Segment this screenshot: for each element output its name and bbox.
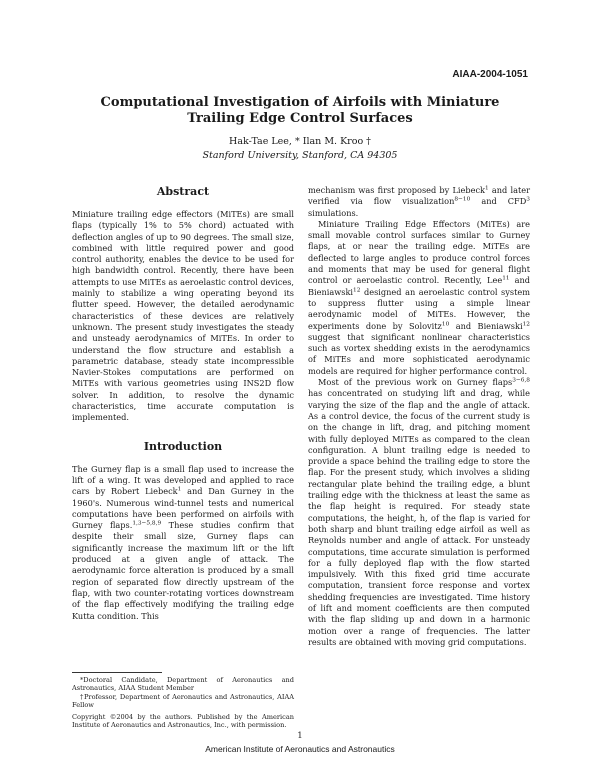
intro-paragraph-1: The Gurney flap is a small flap used to increase the lift of a wing. It was developed and applied to race cars by Robert Liebeck$^1$ and Dan Gurney in the 1960's. Numerous wind-tunnel tests and numerical computations have been performed on airfoils with Gurney flaps.$^{1,3-5,8,9}$ These studies confirm that despite their small size, Gurney flaps can significantly increase the maximum lift or the lift produced at a given angle of attack. The aerodynamic force alteration is produced by a small region of separated flow directly upstream of the flap, with two counter-rotating vortices downstream of the flap effectively modifying the trailing edge Kutta condition. This	[72, 463, 294, 621]
footnote-author-1: *Doctoral Candidate, Department of Aeronautics and Astronautics, AIAA Student Member	[72, 676, 294, 693]
citation: 10	[441, 320, 450, 327]
authors: Hak-Tae Lee, * Ilan M. Kroo †	[229, 136, 371, 147]
citation: 3	[526, 196, 530, 203]
citation: 12	[522, 320, 530, 327]
affiliation: Stanford University, Stanford, CA 94305	[202, 150, 398, 161]
citation: 8−10	[454, 196, 471, 203]
abstract-heading: Abstract	[156, 185, 210, 198]
citation: 1,3−5,8,9	[132, 520, 162, 527]
footnote-author-2: †Professor, Department of Aeronautics and Astronautics, AIAA Fellow	[72, 692, 294, 710]
left-column	[72, 185, 294, 622]
introduction-heading: Introduction	[143, 439, 223, 453]
footnotes	[72, 672, 294, 729]
intro-paragraph-3: Most of the previous work on Gurney flaps$^{3-6,8}$ has concentrated on studying lift and drag, while varying the size of the flap and the angle of attack. As a control device, the focus of the current study is on the change in lift, drag, and pitching moment with fully deployed MiTEs as compared to the clean configuration. A blunt trailing edge is needed to provide a space behind the trailing edge to store the flap. For the present study, which involves a sliding rectangular plate behind the trailing edge, a blunt trailing edge with the thickness at least the same as the flap height is required. For steady state computations, the height, h, of the flap is varied for both sharp and blunt trailing edge airfoil as well as Reynolds number and angle of attack. For unsteady computations, time accurate simulation is performed for a fully deployed flap with the flow started impulsively. With this fixed grid time accurate computation, transient force response and vortex shedding frequencies are investigated. Time history of lift and moment coefficients are then computed with the flap sliding up and down in a harmonic motion over a range of frequencies. The latter results are obtained with moving grid computations.	[308, 377, 530, 647]
citation: 12	[353, 286, 361, 293]
page-footer: American Institute of Aeronautics and Astronautics	[205, 744, 395, 754]
copyright-notice: Copyright ©2004 by the authors. Published by the American Institute of Aeronautics and Astronautics, Inc., with permission.	[72, 712, 294, 730]
citation: 11	[502, 275, 510, 282]
abstract-text: Miniature trailing edge effectors (MiTEs) are small flaps (typically 1% to 5% chord) actuated with deflection angles of up to 90 degrees. The small size, combined with little required power and good control authority, enables the device to be used for high bandwidth control. Recently, there have been attempts to use MiTEs as aeroelastic control devices, mainly to stabilize a wing operating beyond its flutter speed. However, the detailed aerodynamic characteristics of these devices are relatively unknown. The present study investigates the steady and unsteady aerodynamics of MiTEs. In order to understand the flow structure and establish a parametric database, steady state incompressible Navier-Stokes computations are performed on MiTEs with various geometries using INS2D flow solver. In addition, to resolve the dynamic characteristics, time accurate computation is implemented.	[72, 209, 295, 423]
page-number: 1	[297, 731, 303, 741]
intro-paragraph-1-continued: mechanism was first proposed by Liebeck$^1$ and later verified via flow visualization$^{8-10}$ and CFD$^3$ simulations.	[308, 185, 531, 218]
citation: 1	[485, 185, 489, 192]
footnote-rule	[72, 672, 162, 673]
citation: 3−6,8	[512, 377, 530, 384]
paper-title: Computational Investigation of Airfoils with Miniature Trailing Edge Control Surfaces	[100, 95, 500, 126]
right-column	[308, 185, 530, 648]
intro-paragraph-2: Miniature Trailing Edge Effectors (MiTEs) are small movable control surfaces similar to Gurney flaps, at or near the trailing edge. MiTEs are deflected to large angles to produce control forces and moments that may be used for general flight control or aeroelastic control. Recently, Lee$^{11}$ and Bieniawski$^{12}$ designed an aeroelastic control system to suppress flutter using a simple linear aerodynamic model of MiTEs. However, the experiments done by Solovitz$^{10}$ and Bieniawski$^{12}$ suggest that significant nonlinear characteristics such as vortex shedding exists in the aerodynamics of MiTEs and more sophisticated aerodynamic models are required for higher performance control.	[308, 218, 531, 376]
citation: 1	[177, 486, 182, 493]
document-id: AIAA-2004-1051	[452, 69, 528, 80]
